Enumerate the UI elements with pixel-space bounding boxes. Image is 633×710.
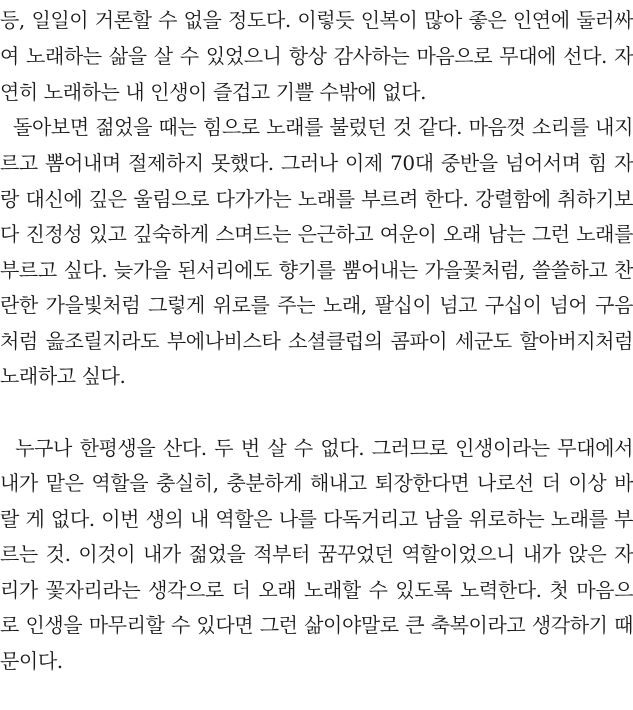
text-line: 누구나 한평생을 산다. 두 번 살 수 없다. 그러므로 인생이라는 무대에서: [0, 436, 633, 460]
text-line: 랄 게 없다. 이번 생의 내 역할은 나를 다독거리고 남을 위로하는 노래를 부: [0, 507, 633, 531]
text-line: 부르고 싶다. 늦가을 된서리에도 향기를 뿜어내는 가을꽃처럼, 쓸쓸하고 찬: [0, 258, 633, 282]
text-line: 르고 뽐어내며 절제하지 못했다. 그러나 이제 70대 중반을 넘어서며 힘 자: [0, 151, 633, 175]
text-line: 문이다.: [0, 649, 63, 673]
text-line: 르는 것. 이것이 내가 젊었을 적부터 꿈꾸었던 역할이었으니 내가 앉은 자: [0, 542, 633, 566]
text-line: 내가 맡은 역할을 충실히, 충분하게 해내고 퇴장한다면 나로선 더 이상 바: [0, 471, 633, 495]
text-line: 연히 노래하는 내 인생이 즐겁고 기쁠 수밖에 없다.: [0, 80, 427, 104]
text-line: 로 인생을 마무리할 수 있다면 그런 삶이야말로 큰 축복이라고 생각하기 때: [0, 613, 633, 637]
text-line: 랑 대신에 깊은 울림으로 다가가는 노래를 부르려 한다. 강렬함에 취하기보: [0, 187, 633, 211]
text-line: 리가 꽃자리라는 생각으로 더 오래 노래할 수 있도록 노력한다. 첫 마음으: [0, 578, 633, 602]
text-line: 다 진정성 있고 깊숙하게 스며드는 은근하고 여운이 오래 남는 그런 노래를: [0, 222, 633, 246]
text-line: 등, 일일이 거론할 수 없을 정도다. 이렇듯 인복이 많아 좋은 인연에 둘러싸: [0, 8, 633, 32]
text-line: 돌아보면 젊었을 때는 힘으로 노래를 불렀던 것 같다. 마음껏 소리를 내지: [0, 115, 633, 139]
text-line: 여 노래하는 삶을 살 수 있었으니 항상 감사하는 마음으로 무대에 선다. 자: [0, 44, 633, 68]
text-line: 란한 가을빛처럼 그렇게 위로를 주는 노래, 팔십이 넘고 구십이 넘어 구음: [0, 293, 633, 317]
text-line: 처럼 읊조릴지라도 부에나비스타 소셜클럽의 콤파이 세군도 할아버지처럼: [0, 329, 633, 353]
text-line: 노래하고 싶다.: [0, 364, 126, 388]
